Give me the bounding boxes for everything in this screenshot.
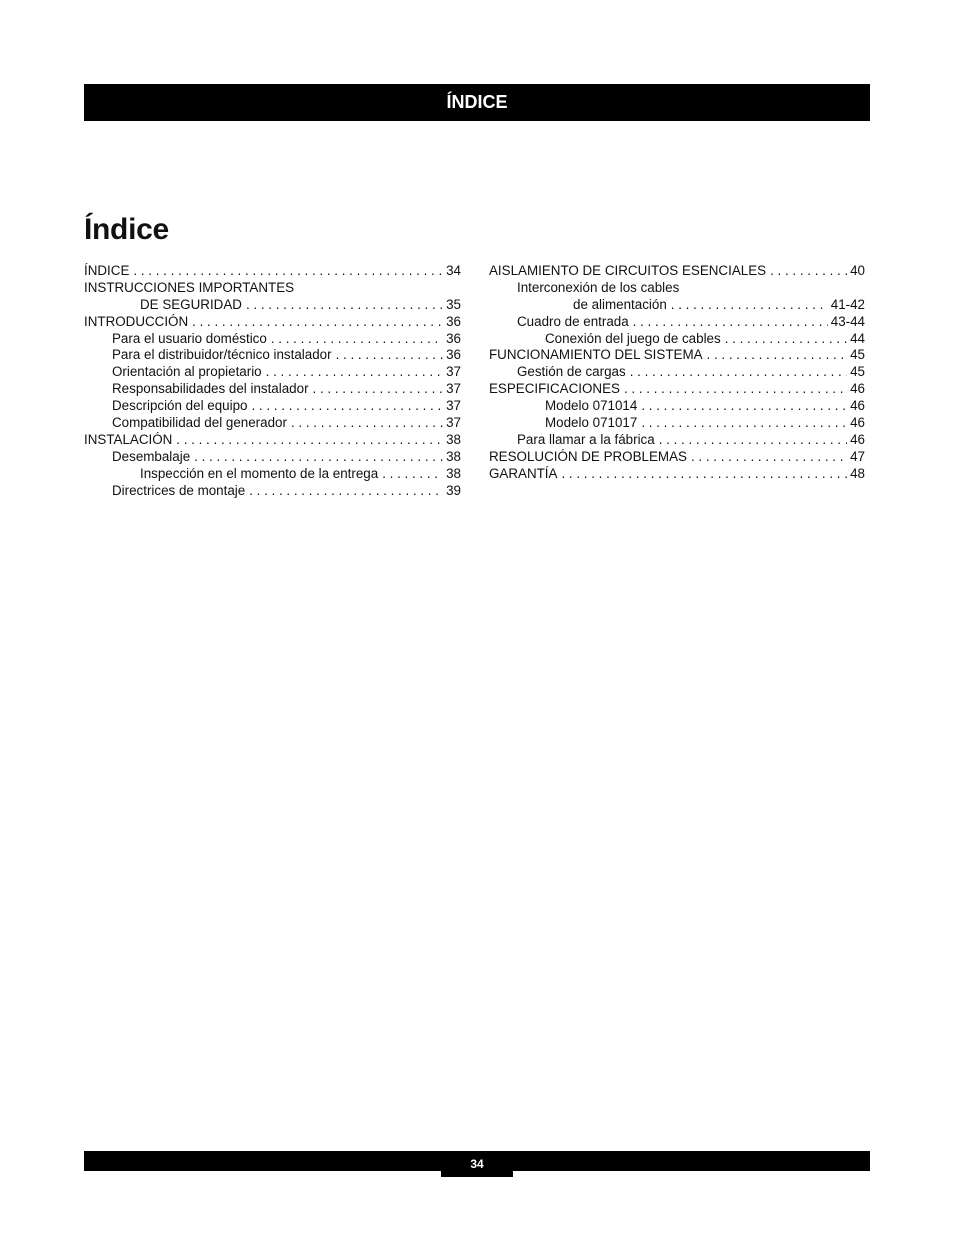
toc-left-column <box>84 263 461 499</box>
toc-entry[interactable] <box>489 347 865 364</box>
toc-entry[interactable] <box>489 398 865 415</box>
toc-entry-page: 41-42 <box>830 296 865 312</box>
toc-entry-page: 46 <box>850 381 865 397</box>
toc-entry[interactable] <box>489 466 865 483</box>
toc-entry-title: de alimentación <box>573 296 667 312</box>
toc-entry-page: 45 <box>850 347 865 363</box>
toc-entry[interactable] <box>84 483 461 500</box>
toc-entry-title: Modelo 071014 <box>545 398 638 414</box>
toc-leader-dots <box>249 483 443 500</box>
toc-entry-title: INTRODUCCIÓN <box>84 313 189 329</box>
toc-entry-page: 36 <box>446 347 461 363</box>
toc-entry-page: 34 <box>446 263 461 278</box>
toc-entry-title: INSTALACIÓN <box>84 431 173 447</box>
toc-leader-dots <box>641 415 847 432</box>
toc-entry[interactable] <box>489 297 865 314</box>
toc-entry-title: Gestión de cargas <box>517 364 626 380</box>
toc-entry[interactable] <box>84 432 461 449</box>
toc-entry-page: 35 <box>446 296 461 312</box>
toc-entry-page: 48 <box>850 465 865 481</box>
toc-entry-page: 37 <box>446 415 461 431</box>
toc-leader-dots <box>707 347 848 364</box>
toc-leader-dots <box>313 381 444 398</box>
toc-entry[interactable] <box>84 331 461 348</box>
toc-entry-page: 45 <box>850 364 865 380</box>
toc-right-column <box>489 263 865 483</box>
toc-entry-page: 37 <box>446 398 461 414</box>
toc-entry-title: ÍNDICE <box>84 263 130 278</box>
toc-entry-title: Para el distribuidor/técnico instalador <box>112 347 332 363</box>
toc-entry-page: 39 <box>446 482 461 498</box>
toc-entry-page: 36 <box>446 313 461 329</box>
toc-entry-title: GARANTÍA <box>489 465 558 481</box>
toc-entry[interactable] <box>489 331 865 348</box>
toc-entry[interactable] <box>489 364 865 381</box>
toc-entry-title: Compatibilidad del generador <box>112 415 287 431</box>
toc-entry[interactable] <box>489 280 865 297</box>
toc-entry[interactable] <box>84 381 461 398</box>
toc-entry[interactable] <box>84 398 461 415</box>
toc-leader-dots <box>271 331 443 348</box>
toc-leader-dots <box>671 297 828 314</box>
toc-entry[interactable] <box>84 263 461 280</box>
toc-entry[interactable] <box>84 364 461 381</box>
toc-entry-page: 38 <box>446 465 461 481</box>
toc-leader-dots <box>192 314 443 331</box>
toc-entry-page: 47 <box>850 448 865 464</box>
toc-leader-dots <box>624 381 847 398</box>
toc-entry-page: 46 <box>850 398 865 414</box>
toc-entry-title: Cuadro de entrada <box>517 313 629 329</box>
toc-entry-title: Directrices de montaje <box>112 482 246 498</box>
toc-leader-dots <box>633 314 828 331</box>
toc-entry-page: 46 <box>850 415 865 431</box>
toc-leader-dots <box>691 449 847 466</box>
toc-entry[interactable] <box>84 449 461 466</box>
toc-entry[interactable] <box>489 263 865 280</box>
toc-entry-title: Descripción del equipo <box>112 398 248 414</box>
toc-entry[interactable] <box>84 280 461 297</box>
toc-entry-title: Inspección en el momento de la entrega <box>140 465 379 481</box>
toc-entry-title: ESPECIFICACIONES <box>489 381 620 397</box>
toc-leader-dots <box>630 364 847 381</box>
toc-leader-dots <box>561 466 847 483</box>
toc-entry-page: 38 <box>446 431 461 447</box>
toc-entry[interactable] <box>489 415 865 432</box>
toc-entry-title: Desembalaje <box>112 448 191 464</box>
toc-leader-dots <box>770 263 847 280</box>
toc-leader-dots <box>641 398 847 415</box>
toc-entry-page: 36 <box>446 330 461 346</box>
toc-entry-page: 44 <box>850 330 865 346</box>
toc-leader-dots <box>194 449 443 466</box>
toc-entry[interactable] <box>84 466 461 483</box>
toc-entry[interactable] <box>84 297 461 314</box>
toc-leader-dots <box>291 415 443 432</box>
toc-entry-page: 43-44 <box>830 313 865 329</box>
toc-leader-dots <box>336 347 444 364</box>
toc-entry-page: 46 <box>850 431 865 447</box>
toc-entry[interactable] <box>489 449 865 466</box>
toc-leader-dots <box>251 398 443 415</box>
toc-entry-title: INSTRUCCIONES IMPORTANTES <box>84 279 295 295</box>
toc-entry-page: 37 <box>446 381 461 397</box>
toc-entry-title: Interconexión de los cables <box>517 279 680 295</box>
toc-entry-title: DE SEGURIDAD <box>140 296 242 312</box>
toc-entry[interactable] <box>84 314 461 331</box>
toc-entry[interactable] <box>489 381 865 398</box>
toc-entry[interactable] <box>489 314 865 331</box>
toc-entry-title: Para el usuario doméstico <box>112 330 267 346</box>
toc-leader-dots <box>382 466 443 483</box>
toc-entry-title: Orientación al propietario <box>112 364 262 380</box>
section-header-bar <box>84 84 870 121</box>
toc-entry-title: Para llamar a la fábrica <box>517 431 655 447</box>
toc-entry-page: 37 <box>446 364 461 380</box>
toc-leader-dots <box>133 263 443 280</box>
toc-leader-dots <box>246 297 443 314</box>
toc-entry[interactable] <box>489 432 865 449</box>
toc-entry-title: AISLAMIENTO DE CIRCUITOS ESENCIALES <box>489 263 767 278</box>
toc-entry-title: Responsabilidades del instalador <box>112 381 309 397</box>
toc-leader-dots <box>725 331 847 348</box>
toc-entry-title: Modelo 071017 <box>545 415 638 431</box>
toc-entry[interactable] <box>84 415 461 432</box>
toc-entry-title: FUNCIONAMIENTO DEL SISTEMA <box>489 347 703 363</box>
toc-entry-title: RESOLUCIÓN DE PROBLEMAS <box>489 448 687 464</box>
page-number: 34 <box>441 1151 513 1177</box>
section-header-title: ÍNDICE <box>446 92 508 112</box>
toc-entry[interactable] <box>84 347 461 364</box>
toc-entry-page: 38 <box>446 448 461 464</box>
toc-entry-title: Conexión del juego de cables <box>545 330 721 346</box>
toc-entry-page: 40 <box>850 263 865 278</box>
page-title: Índice <box>84 213 169 246</box>
toc-leader-dots <box>176 432 443 449</box>
toc-leader-dots <box>659 432 847 449</box>
toc-leader-dots <box>266 364 443 381</box>
